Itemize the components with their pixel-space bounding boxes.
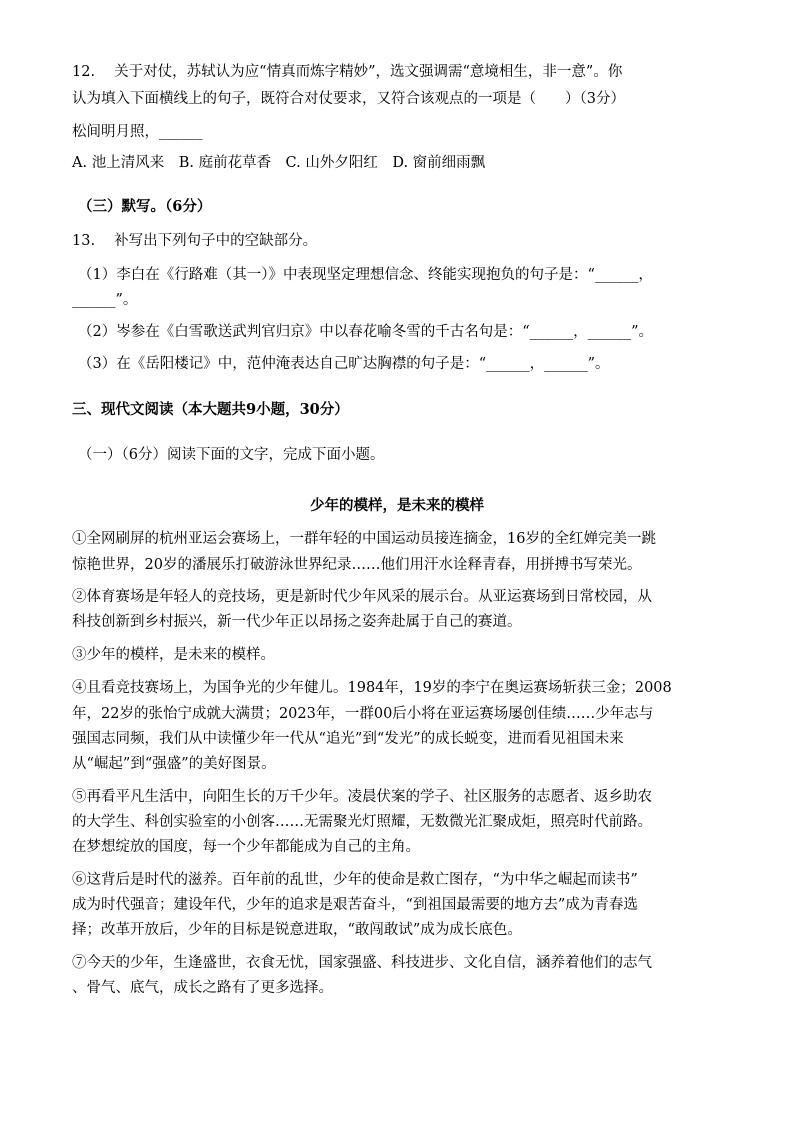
section-3-heading: （三）默写。（6分）	[78, 198, 212, 215]
part-3-subheading: （一）（6分）阅读下面的文字，完成下面小题。	[78, 447, 385, 463]
article-p7-line-2: 、骨气、底气，成长之路有了更多选择。	[72, 980, 333, 996]
q13-item-1-line-1: （1）李白在《行路难（其一）》中表现坚定理想信念、终能实现抱负的句子是：“______，	[78, 267, 653, 283]
q12-line-3: 松间明月照，______	[72, 124, 203, 140]
article-p4-line-3: 强国志同频，我们从中读懂少年一代从“追光”到“发光”的成长蜕变，进而看见祖国未来	[72, 731, 624, 747]
article-p5-line-2: 的大学生、科创实验室的小创客……无需聚光灯照耀，无数微光汇聚成炬，照亮时代前路。	[72, 814, 652, 830]
q13-item-1-line-2: ______”。	[72, 292, 138, 308]
article-p1-line-2: 惊艳世界，20岁的潘展乐打破游泳世界纪录……他们用汗水诠释青春，用拼搏书写荣光。	[72, 557, 642, 573]
article-p6-line-2: 成为时代强音；建设年代，少年的追求是艰苦奋斗，“到祖国最需要的地方去”成为青春选	[72, 897, 638, 913]
q13-stem: 13. 补写出下列句子中的空缺部分。	[72, 233, 318, 249]
article-title: 少年的模样，是未来的模样	[310, 497, 484, 514]
article-p4-line-2: 年，22岁的张怡宁成就大满贯；2023年，一群00后小将在亚运赛场屡创佳绩……少年志与	[72, 706, 654, 722]
article-p2-line-1: ②体育赛场是年轻人的竞技场，更是新时代少年风采的展示台。从亚运赛场到日常校园，从	[72, 589, 652, 605]
article-p5-line-1: ⑤再看平凡生活中，向阳生长的万千少年。凌晨伏案的学子、社区服务的志愿者、返乡助农	[72, 789, 652, 805]
article-p7-line-1: ⑦今天的少年，生逢盛世，衣食无忧，国家强盛、科技进步、文化自信，涵养着他们的志气	[72, 955, 652, 971]
article-p6-line-1: ⑥这背后是时代的滋养。百年前的乱世，少年的使命是救亡图存，“为中华之崛起而读书”	[72, 872, 638, 888]
q12-options: A. 池上清风来 B. 庭前花草香 C. 山外夕阳红 D. 窗前细雨飘	[72, 155, 486, 171]
article-p4-line-4: 从“崛起”到“强盛”的美好图景。	[72, 756, 276, 772]
article-p1-line-1: ①全网刷屏的杭州亚运会赛场上，一群年轻的中国运动员接连摘金，16岁的全红婵完美一跳	[72, 531, 656, 547]
article-p3-line-1: ③少年的模样，是未来的模样。	[72, 647, 275, 663]
article-p4-line-1: ④且看竞技赛场上，为国争光的少年健儿。1984年，19岁的李宁在奥运赛场斩获三金；2008	[72, 680, 672, 696]
article-p5-line-3: 在梦想绽放的国度，每一个少年都能成为自己的主角。	[72, 839, 420, 855]
article-p6-line-3: 择；改革开放后，少年的目标是锐意进取，“敢闯敢试”成为成长底色。	[72, 922, 522, 938]
part-3-heading: 三、现代文阅读（本大题共9小题，30分）	[72, 401, 349, 418]
q12-line-1: 12. 关于对仗，苏轼认为应“情真而炼字精妙”，选文强调需“意境相生，非一意”。你	[72, 64, 623, 80]
article-p2-line-2: 科技创新到乡村振兴，新一代少年正以昂扬之姿奔赴属于自己的赛道。	[72, 614, 522, 630]
q13-item-2: （2）岑参在《白雪歌送武判官归京》中以春花喻冬雪的千古名句是：“______，______”。	[78, 324, 654, 340]
q12-line-2: 认为填入下面横线上的句子，既符合对仗要求，又符合该观点的一项是（ ）（3分）	[72, 91, 625, 107]
q13-item-3: （3）在《岳阳楼记》中，范仲淹表达自己旷达胸襟的句子是：“______，______”。	[78, 356, 610, 372]
